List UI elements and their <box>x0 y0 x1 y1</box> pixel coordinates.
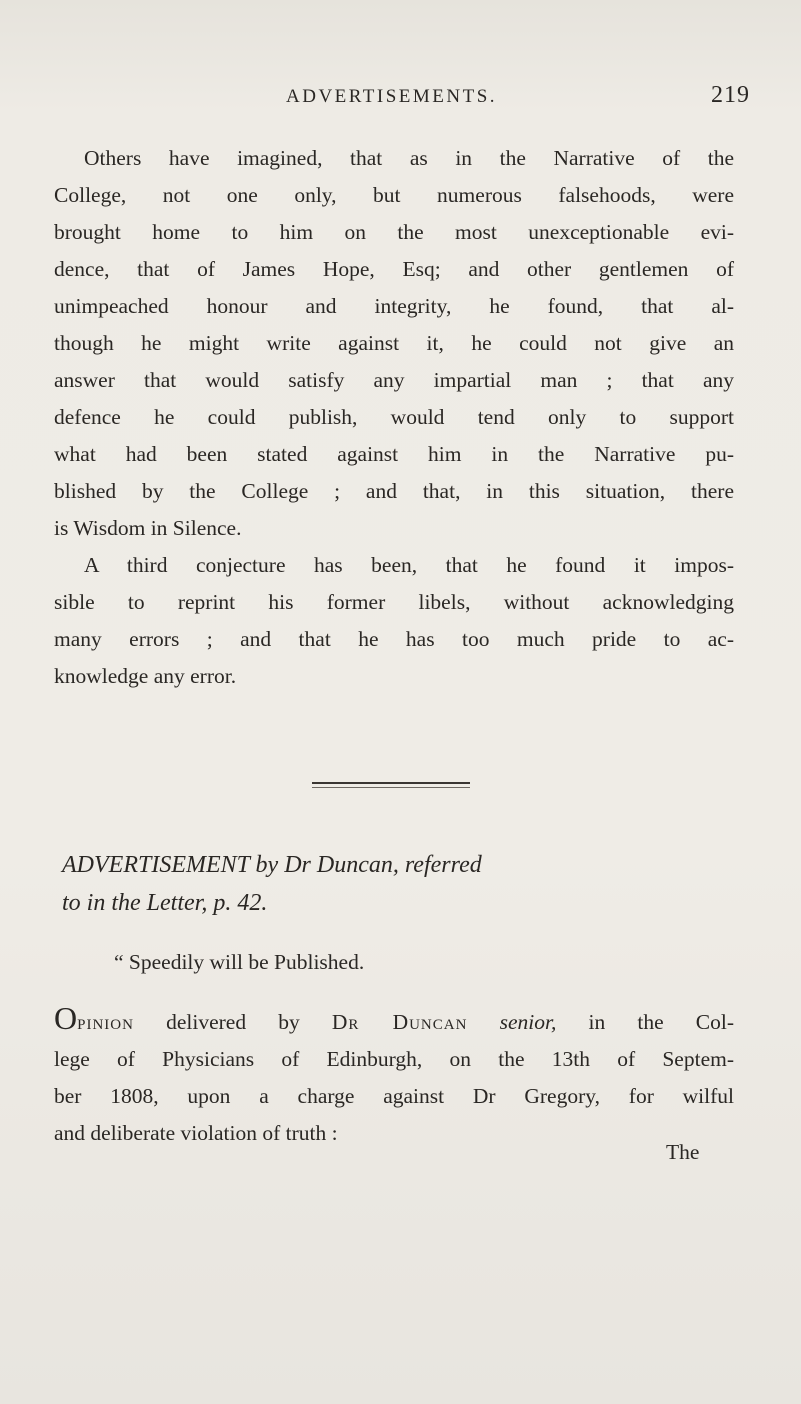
section-divider <box>312 782 470 784</box>
heading-line: to in the Letter, p. 42. <box>62 890 268 916</box>
text-line: is Wisdom in Silence. <box>54 516 242 540</box>
text-fragment: in the Col- <box>556 1010 734 1034</box>
text-line: and deliberate violation of truth : <box>54 1121 338 1145</box>
text-line: knowledge any error. <box>54 664 237 688</box>
heading-line: ADVERTISEMENT by Dr Duncan, referred <box>62 852 482 878</box>
text-line: College, not one only, but numerous falsehoods, were <box>54 183 734 207</box>
text-fragment: delivered by <box>133 1010 332 1034</box>
text-line: dence, that of James Hope, Esq; and other gentlemen of <box>54 257 734 281</box>
text-line: sible to reprint his former libels, without acknowledging <box>54 590 734 614</box>
text-line: lege of Physicians of Edinburgh, on the 13th of Septem- <box>54 1047 734 1071</box>
advertisement-heading <box>62 846 742 922</box>
author-name: Dr Duncan <box>331 1010 468 1034</box>
text-line: blished by the College ; and that, in this situation, there <box>54 479 734 503</box>
running-title: ADVERTISEMENTS. <box>286 86 498 107</box>
drop-cap: O <box>54 1000 78 1036</box>
text-line: what had been stated against him in the Narrative pu- <box>54 442 734 466</box>
first-word-smallcaps: pinion <box>77 1010 134 1034</box>
text-line: though he might write against it, he could not give an <box>54 331 734 355</box>
text-line: many errors ; and that he has too much pride to ac- <box>54 627 734 651</box>
text-line: answer that would satisfy any impartial man ; that any <box>54 368 734 392</box>
publication-announcement: “ Speedily will be Published. <box>114 950 365 974</box>
text-line: A third conjecture has been, that he found it impos- <box>84 553 734 577</box>
paragraph-others-imagined <box>54 140 734 547</box>
running-head <box>60 84 750 114</box>
opinion-paragraph <box>54 1000 734 1152</box>
text-line: ber 1808, upon a charge against Dr Gregory, for wilful <box>54 1084 734 1108</box>
text-fragment <box>467 1010 499 1034</box>
text-line: defence he could publish, would tend only to support <box>54 405 734 429</box>
catchword: The <box>666 1140 700 1164</box>
text-line <box>54 1000 734 1041</box>
text-line: unimpeached honour and integrity, he found, that al- <box>54 294 734 318</box>
paragraph-third-conjecture <box>54 547 734 695</box>
text-line: brought home to him on the most unexceptionable evi- <box>54 220 734 244</box>
senior-italic: senior, <box>499 1010 557 1034</box>
text-line: Others have imagined, that as in the Narrative of the <box>84 146 734 170</box>
page-number: 219 <box>711 82 750 108</box>
